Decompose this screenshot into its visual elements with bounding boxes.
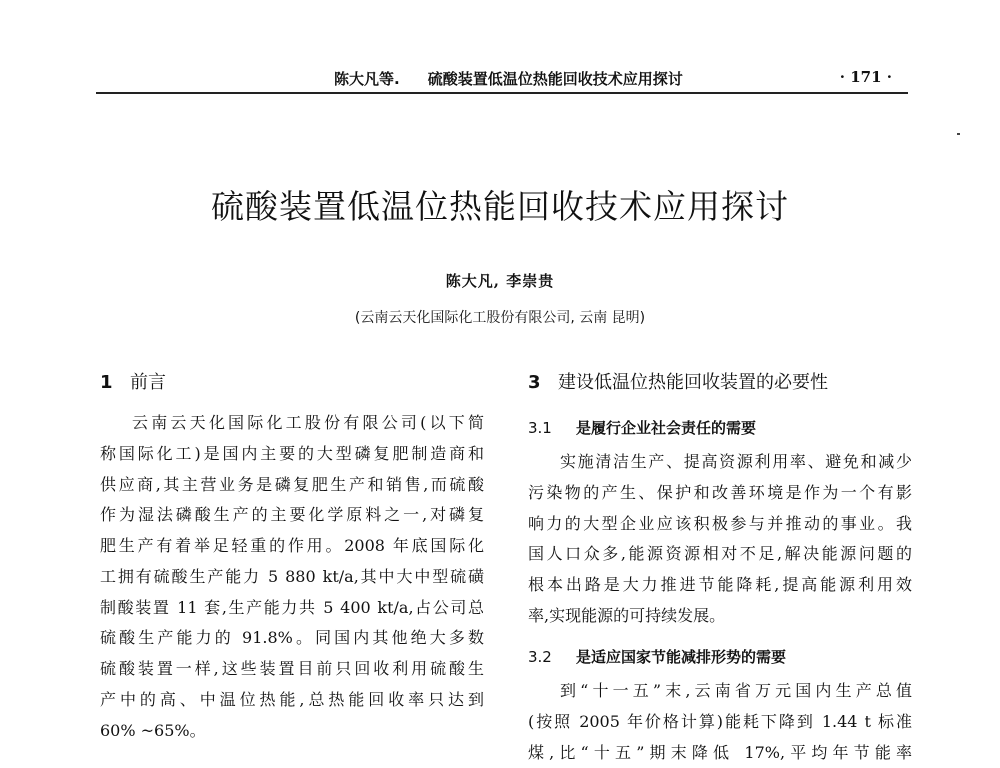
subsection-title: 是适应国家节能减排形势的需要 xyxy=(576,648,786,666)
text-line: 率,实现能源的可持续发展。 xyxy=(528,601,912,632)
text-line: 硫酸生产能力的 91.8%。同国内其他绝大多数 xyxy=(100,623,484,654)
text-line: 产中的高、中温位热能,总热能回收率只达到 xyxy=(100,685,484,716)
subsection-heading-3-2 xyxy=(528,646,786,667)
header-rule xyxy=(96,92,908,94)
text-line: 到“十一五”末,云南省万元国内生产总值 xyxy=(528,676,912,707)
subsection-number: 3.2 xyxy=(528,648,576,666)
running-header-authors: 陈大凡等. xyxy=(334,70,400,88)
text-line: 实施清洁生产、提高资源利用率、避免和减少 xyxy=(528,447,912,478)
text-line: 国人口众多,能源资源相对不足,解决能源问题的 xyxy=(528,539,912,570)
section-number: 3 xyxy=(528,372,558,393)
text-line: 制酸装置 11 套,生产能力共 5 400 kt/a,占公司总 xyxy=(100,593,484,624)
section-title: 前言 xyxy=(130,372,166,393)
section-title: 建设低温位热能回收装置的必要性 xyxy=(558,372,828,393)
section-heading-3 xyxy=(528,368,828,394)
paragraph-3-1 xyxy=(528,447,912,632)
article-affiliation: (云南云天化国际化工股份有限公司, 云南 昆明) xyxy=(0,307,1000,327)
text-line: 响力的大型企业应该积极参与并推动的事业。我 xyxy=(528,509,912,540)
running-header-title: 硫酸装置低温位热能回收技术应用探讨 xyxy=(428,70,683,88)
subsection-heading-3-1 xyxy=(528,417,756,438)
text-line: 煤,比“十五”期末降低 17%,平均年节能率 xyxy=(528,738,912,768)
text-line: 称国际化工)是国内主要的大型磷复肥制造商和 xyxy=(100,439,484,470)
subsection-number: 3.1 xyxy=(528,419,576,437)
text-line: 云南云天化国际化工股份有限公司(以下简 xyxy=(100,408,484,439)
text-line: 作为湿法磷酸生产的主要化学原料之一,对磷复 xyxy=(100,500,484,531)
text-line: 60% ~65%。 xyxy=(100,716,484,747)
text-line: 工拥有硫酸生产能力 5 880 kt/a,其中大中型硫磺 xyxy=(100,562,484,593)
text-line: 硫酸装置一样,这些装置目前只回收利用硫酸生 xyxy=(100,654,484,685)
text-line: 肥生产有着举足轻重的作用。2008 年底国际化 xyxy=(100,531,484,562)
text-line: 根本出路是大力推进节能降耗,提高能源利用效 xyxy=(528,570,912,601)
section-number: 1 xyxy=(100,372,130,393)
subsection-title: 是履行企业社会责任的需要 xyxy=(576,419,756,437)
intro-paragraph xyxy=(100,408,484,746)
running-header-left xyxy=(334,68,683,89)
article-authors: 陈大凡, 李崇贵 xyxy=(0,270,1000,291)
section-heading-1 xyxy=(100,368,166,394)
scan-speck xyxy=(957,133,960,135)
text-line: (按照 2005 年价格计算)能耗下降到 1.44 t 标准 xyxy=(528,707,912,738)
running-header xyxy=(96,64,908,92)
paragraph-3-2 xyxy=(528,676,912,768)
text-line: 供应商,其主营业务是磷复肥生产和销售,而硫酸 xyxy=(100,470,484,501)
article-title: 硫酸装置低温位热能回收技术应用探讨 xyxy=(0,181,1000,228)
page-number: · 171 · xyxy=(840,68,892,86)
text-line: 污染物的产生、保护和改善环境是作为一个有影 xyxy=(528,478,912,509)
